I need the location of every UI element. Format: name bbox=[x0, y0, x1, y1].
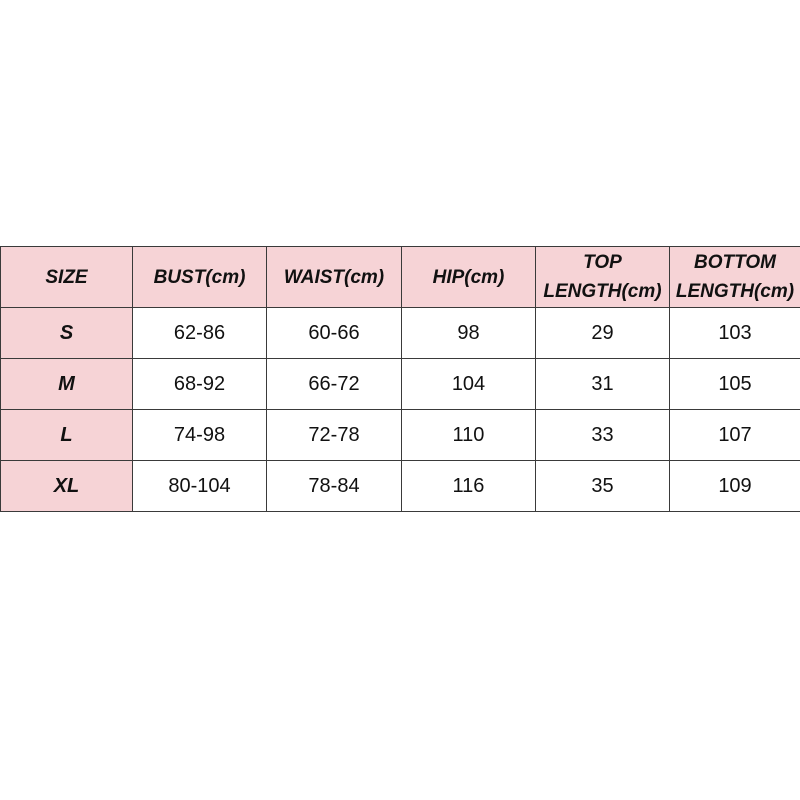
size-cell: S bbox=[1, 308, 133, 359]
header-top-length-line-2: LENGTH(cm) bbox=[543, 281, 662, 302]
waist-cell: 66-72 bbox=[267, 359, 402, 410]
top-length-cell: 31 bbox=[536, 359, 670, 410]
top-length-cell: 29 bbox=[536, 308, 670, 359]
bust-cell: 62-86 bbox=[133, 308, 267, 359]
bust-cell: 68-92 bbox=[133, 359, 267, 410]
header-row bbox=[1, 247, 800, 308]
hip-cell: 116 bbox=[402, 461, 536, 512]
header-hip: HIP(cm) bbox=[402, 247, 536, 308]
header-bottom-length-line-2: LENGTH(cm) bbox=[675, 281, 795, 302]
bottom-length-cell: 107 bbox=[670, 410, 800, 461]
bust-cell: 74-98 bbox=[133, 410, 267, 461]
waist-cell: 60-66 bbox=[267, 308, 402, 359]
header-waist: WAIST(cm) bbox=[267, 247, 402, 308]
table-row bbox=[1, 359, 800, 410]
size-cell: XL bbox=[1, 461, 133, 512]
hip-cell: 104 bbox=[402, 359, 536, 410]
table-row bbox=[1, 461, 800, 512]
header-top-length-line-1: TOP bbox=[583, 252, 622, 273]
header-bottom-length bbox=[670, 247, 800, 308]
bust-cell: 80-104 bbox=[133, 461, 267, 512]
bottom-length-cell: 109 bbox=[670, 461, 800, 512]
top-length-cell: 35 bbox=[536, 461, 670, 512]
size-chart-table bbox=[0, 246, 800, 512]
size-cell: L bbox=[1, 410, 133, 461]
header-bottom-length-line-1: BOTTOM bbox=[694, 252, 776, 273]
header-top-length bbox=[536, 247, 670, 308]
header-bust: BUST(cm) bbox=[133, 247, 267, 308]
waist-cell: 72-78 bbox=[267, 410, 402, 461]
bottom-length-cell: 103 bbox=[670, 308, 800, 359]
table-row bbox=[1, 308, 800, 359]
hip-cell: 98 bbox=[402, 308, 536, 359]
header-size: SIZE bbox=[1, 247, 133, 308]
size-cell: M bbox=[1, 359, 133, 410]
top-length-cell: 33 bbox=[536, 410, 670, 461]
hip-cell: 110 bbox=[402, 410, 536, 461]
waist-cell: 78-84 bbox=[267, 461, 402, 512]
bottom-length-cell: 105 bbox=[670, 359, 800, 410]
table-row bbox=[1, 410, 800, 461]
